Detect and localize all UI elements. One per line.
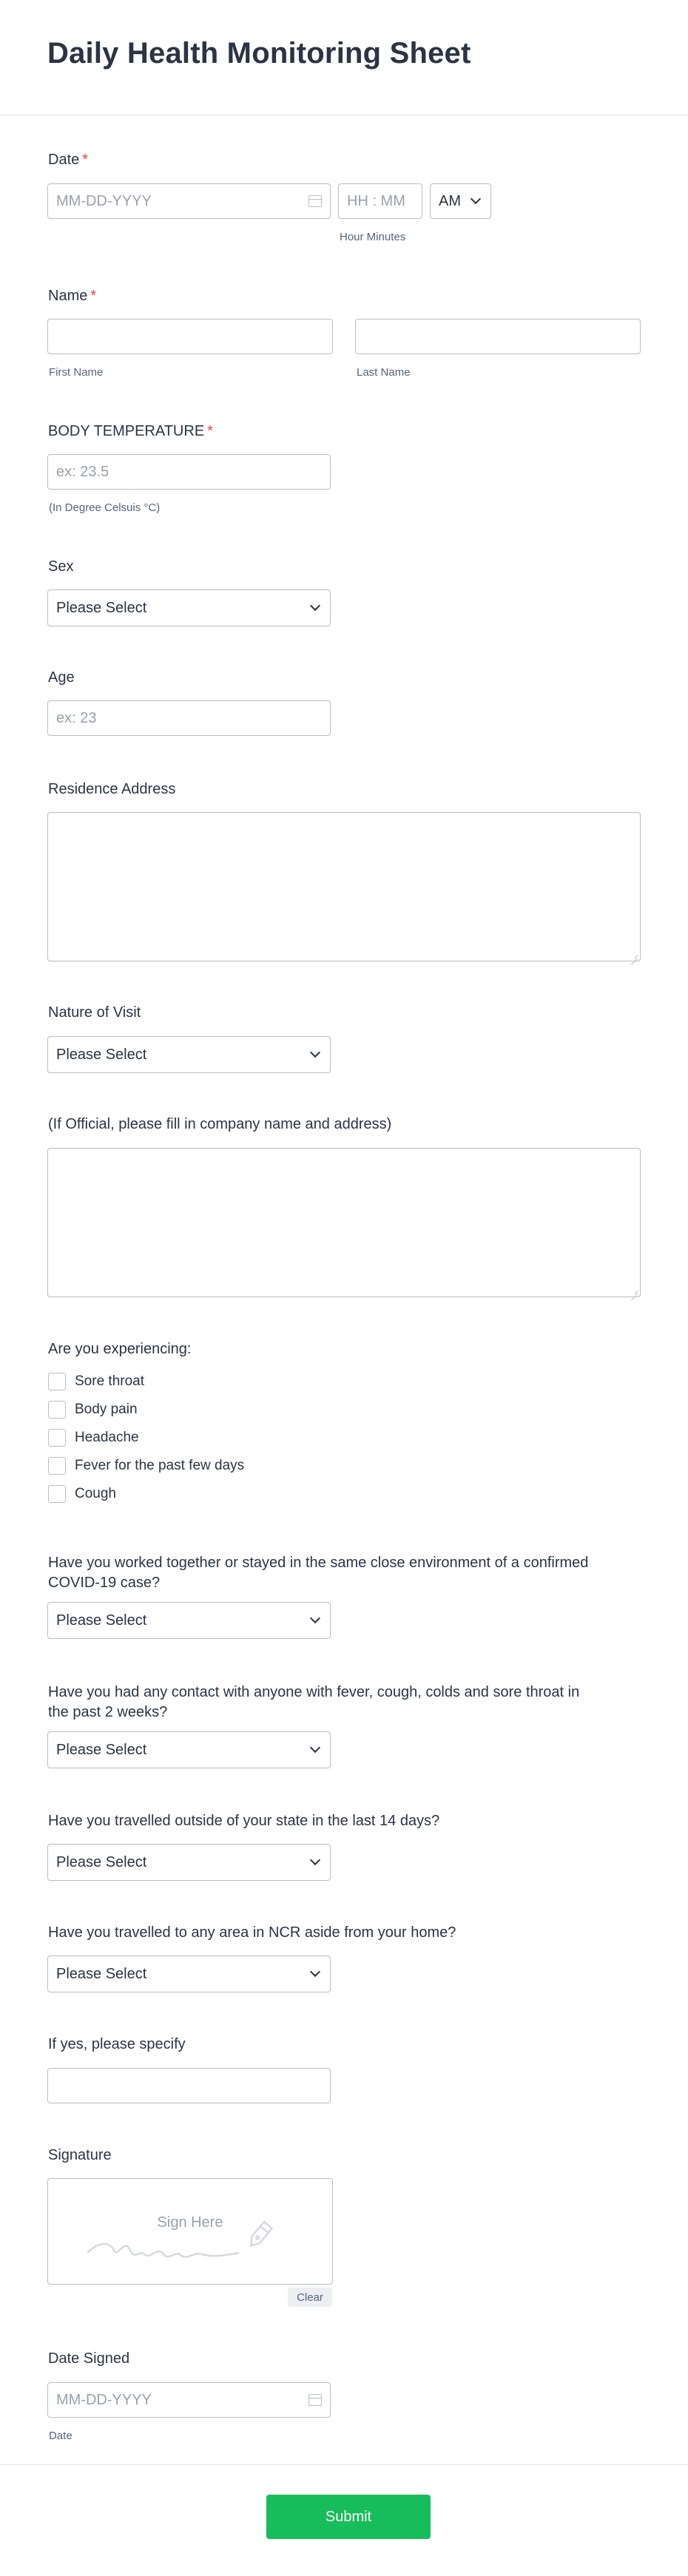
specify-label: If yes, please specify <box>48 2036 186 2052</box>
signature-label: Signature <box>48 2147 112 2163</box>
checkbox[interactable] <box>48 1485 66 1503</box>
date-signed-sublabel: Date <box>49 2430 72 2442</box>
form-footer <box>0 2464 688 2576</box>
chevron-down-icon <box>310 1855 320 1865</box>
temperature-label: BODY TEMPERATURE * <box>48 423 213 439</box>
travel-ncr-label: Have you travelled to any area in NCR aside from your home? <box>48 1924 456 1941</box>
signature-scribble-icon <box>84 2208 298 2268</box>
chevron-down-icon <box>471 194 481 204</box>
official-label: (If Official, please fill in company name and address) <box>48 1116 392 1132</box>
covid-select[interactable]: Please Select <box>47 1602 331 1639</box>
time-input[interactable]: HH : MM <box>338 183 422 219</box>
covid-question-label: Have you worked together or stayed in the same close environment of a confirmed COVID-19 case? <box>48 1555 589 1591</box>
chevron-down-icon <box>310 1047 320 1058</box>
age-label: Age <box>48 669 75 686</box>
time-sublabel: Hour Minutes <box>340 231 406 243</box>
symptom-option[interactable]: Body pain <box>48 1401 138 1419</box>
resize-grip-icon[interactable] <box>630 1287 638 1294</box>
first-name-input[interactable] <box>47 319 333 354</box>
clear-signature-button[interactable]: Clear <box>288 2288 332 2307</box>
specify-input[interactable] <box>47 2068 331 2103</box>
form-title: Daily Health Monitoring Sheet <box>47 37 471 70</box>
symptom-option[interactable]: Headache <box>48 1429 139 1447</box>
age-input[interactable]: ex: 23 <box>47 700 331 736</box>
symptom-option[interactable]: Cough <box>48 1485 116 1503</box>
chevron-down-icon <box>310 1613 320 1623</box>
last-name-input[interactable] <box>355 319 641 354</box>
chevron-down-icon <box>310 601 320 611</box>
chevron-down-icon <box>310 1742 320 1753</box>
checkbox[interactable] <box>48 1401 66 1419</box>
sex-label: Sex <box>48 558 74 575</box>
date-signed-label: Date Signed <box>48 2350 130 2367</box>
chevron-down-icon <box>310 1967 320 1977</box>
last-name-sublabel: Last Name <box>357 366 411 379</box>
official-textarea[interactable] <box>47 1148 641 1297</box>
ampm-select[interactable]: AM <box>430 183 491 219</box>
travel-ncr-select[interactable]: Please Select <box>47 1955 331 1992</box>
signature-pad[interactable] <box>47 2178 333 2285</box>
symptom-option[interactable]: Sore throat <box>48 1373 144 1390</box>
visit-label: Nature of Visit <box>48 1004 141 1021</box>
symptoms-label: Are you experiencing: <box>48 1341 192 1357</box>
temperature-input[interactable]: ex: 23.5 <box>47 454 331 490</box>
temperature-sublabel: (In Degree Celsuis °C) <box>49 501 161 514</box>
contact-question-label: Have you had any contact with anyone with fever, cough, colds and sore throat in the past 2 weeks? <box>48 1684 580 1720</box>
travel-state-label: Have you travelled outside of your state in the last 14 days? <box>48 1813 440 1829</box>
date-signed-input[interactable]: MM-DD-YYYY <box>47 2382 331 2418</box>
contact-select[interactable]: Please Select <box>47 1731 331 1768</box>
checkbox[interactable] <box>48 1429 66 1447</box>
form-header <box>0 0 688 115</box>
signature-placeholder: Sign Here <box>157 2214 223 2231</box>
travel-state-select[interactable]: Please Select <box>47 1844 331 1881</box>
first-name-sublabel: First Name <box>49 366 104 379</box>
sex-select[interactable]: Please Select <box>47 589 331 626</box>
calendar-icon[interactable] <box>308 195 322 207</box>
date-input[interactable]: MM-DD-YYYY <box>47 183 331 219</box>
name-label: Name * <box>48 288 97 304</box>
date-label: Date * <box>48 152 89 168</box>
calendar-icon[interactable] <box>308 2394 322 2406</box>
submit-button[interactable]: Submit <box>266 2495 431 2539</box>
address-label: Residence Address <box>48 781 176 797</box>
resize-grip-icon[interactable] <box>630 951 638 959</box>
checkbox[interactable] <box>48 1457 66 1475</box>
checkbox[interactable] <box>48 1373 66 1390</box>
visit-select[interactable]: Please Select <box>47 1036 331 1073</box>
symptom-option[interactable]: Fever for the past few days <box>48 1457 244 1475</box>
address-textarea[interactable] <box>47 812 641 961</box>
